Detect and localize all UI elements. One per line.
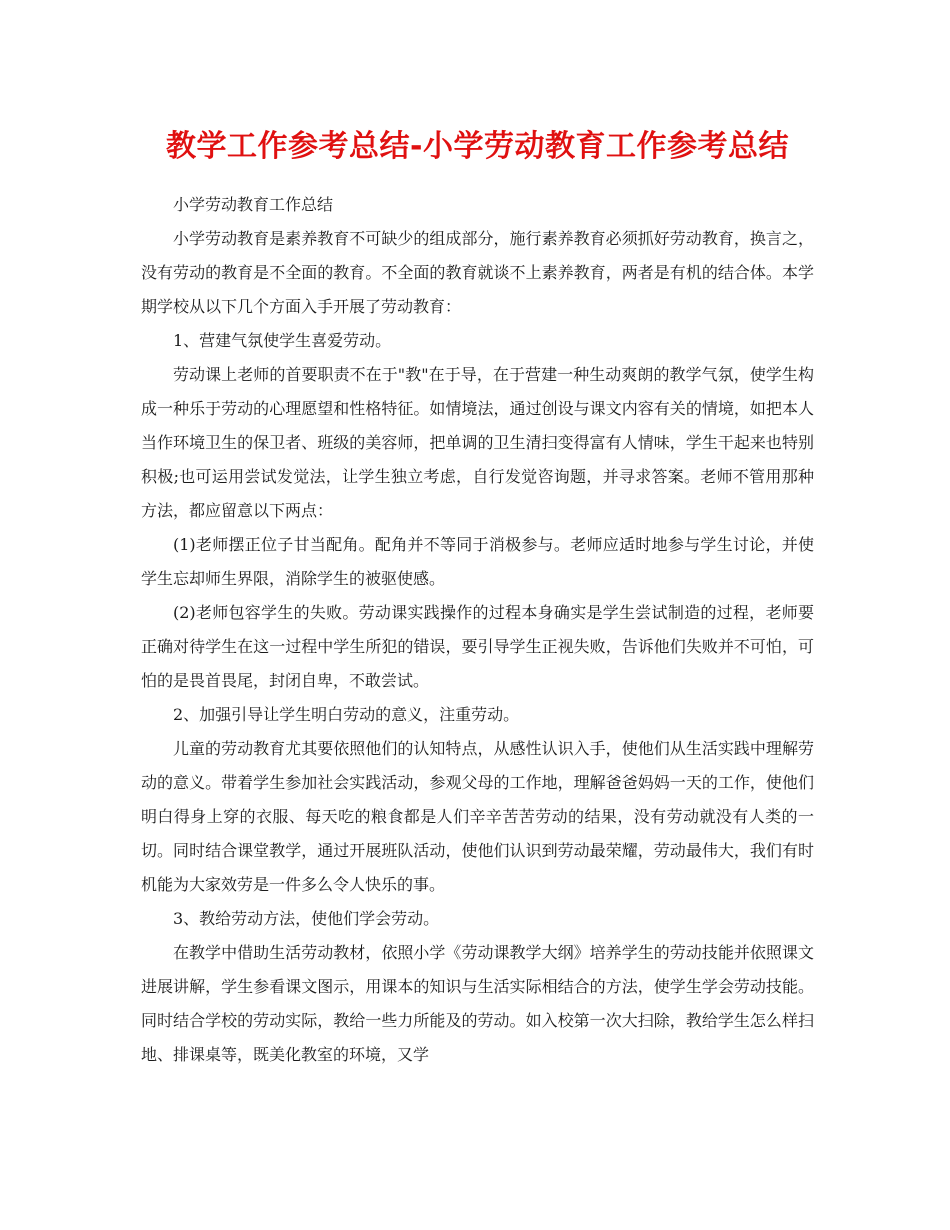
paragraph-section-1: 劳动课上老师的首要职责不在于"教"在于导，在于营建一种生动爽朗的教学气氛，使学生构成一种乐于劳动的心理愿望和性格特征。如情境法，通过创设与课文内容有关的情境，如把本人当作环境卫生的保卫者、班级的美容师，把单调的卫生清扫变得富有人情味，学生干起来也特别积极;也可运用尝试发觉法，让学生独立考虑，自行发觉咨询题，并寻求答案。老师不管用那种方法，都应留意以下两点：: [141, 365, 814, 520]
section-heading-1: 1、营建气氛使学生喜爱劳动。: [173, 331, 392, 350]
section-heading-3: 3、教给劳动方法，使他们学会劳动。: [173, 909, 440, 928]
document-title: 教学工作参考总结-小学劳动教育工作参考总结: [166, 129, 789, 164]
document-body: [141, 188, 814, 1072]
paragraph-point-2: (2)老师包容学生的失败。劳动课实践操作的过程本身确实是学生尝试制造的过程，老师要正确对待学生在这一过程中学生所犯的错误，要引导学生正视失败，告诉他们失败并不可怕，可怕的是畏首畏尾，封闭自卑，不敢尝试。: [141, 603, 814, 690]
paragraph-point-1: (1)老师摆正位子甘当配角。配角并不等同于消极参与。老师应适时地参与学生讨论，并使学生忘却师生界限，消除学生的被驱使感。: [141, 535, 814, 588]
paragraph-section-2: 儿童的劳动教育尤其要依照他们的认知特点，从感性认识入手，使他们从生活实践中理解劳动的意义。带着学生参加社会实践活动，参观父母的工作地，理解爸爸妈妈一天的工作，使他们明白得身上穿的衣服、每天吃的粮食都是人们辛辛苦苦劳动的结果，没有劳动就没有人类的一切。同时结合课堂教学，通过开展班队活动，使他们认识到劳动最荣耀，劳动最伟大，我们有时机能为大家效劳是一件多么令人快乐的事。: [141, 739, 814, 894]
paragraph-subtitle: 小学劳动教育工作总结: [173, 195, 334, 214]
paragraph-intro: 小学劳动教育是素养教育不可缺少的组成部分，施行素养教育必须抓好劳动教育，换言之，没有劳动的教育是不全面的教育。不全面的教育就谈不上素养教育，两者是有机的结合体。本学期学校从以下几个方面入手开展了劳动教育：: [141, 229, 814, 316]
paragraph-section-3: 在教学中借助生活劳动教材，依照小学《劳动课教学大纲》培养学生的劳动技能并依照课文进展讲解，学生参看课文图示，用课本的知识与生活实际相结合的方法，使学生学会劳动技能。同时结合学校的劳动实际，教给一些力所能及的劳动。如入校第一次大扫除，教给学生怎么样扫地、排课桌等，既美化教室的环境，又学: [141, 943, 814, 1064]
section-heading-2: 2、加强引导让学生明白劳动的意义，注重劳动。: [173, 705, 520, 724]
